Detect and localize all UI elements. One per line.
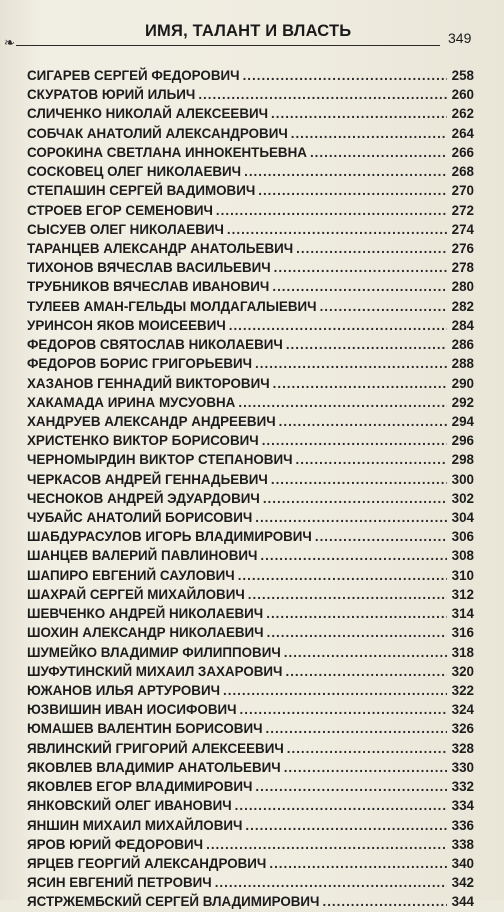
entry-page-number: 292 — [451, 394, 474, 410]
dot-leader — [284, 758, 447, 777]
index-entry — [27, 643, 474, 662]
dot-leader — [240, 700, 447, 719]
fleuron-ornament-icon: ❧ — [4, 36, 15, 51]
header-rule — [16, 45, 440, 46]
entry-name: ЧЕРНОМЫРДИН ВИКТОР СТЕПАНОВИЧ — [27, 452, 293, 468]
dot-leader — [255, 354, 447, 373]
entry-name: ШОХИН АЛЕКСАНДР НИКОЛАЕВИЧ — [27, 625, 264, 641]
dot-leader — [320, 297, 447, 316]
entry-name: ЧУБАЙС АНАТОЛИЙ БОРИСОВИЧ — [27, 510, 253, 526]
entry-name: ЧЕРКАСОВ АНДРЕЙ ГЕННАДЬЕВИЧ — [27, 471, 268, 487]
dot-leader — [266, 604, 447, 623]
entry-name: СКУРАТОВ ЮРИЙ ИЛЬИЧ — [27, 87, 196, 103]
dot-leader — [235, 796, 447, 815]
entry-page-number: 310 — [451, 567, 474, 583]
index-entry — [27, 719, 474, 738]
entry-name: ЯКОВЛЕВ ЕГОР ВЛАДИМИРОВИЧ — [27, 779, 253, 795]
dot-leader — [271, 104, 447, 123]
entry-page-number: 268 — [451, 164, 474, 180]
entry-page-number: 296 — [451, 433, 474, 449]
index-entry — [27, 700, 474, 719]
index-entry — [27, 854, 474, 873]
entry-name: ТРУБНИКОВ ВЯЧЕСЛАВ ИВАНОВИЧ — [27, 279, 270, 295]
entry-name: ЯРОВ ЮРИЙ ФЕДОРОВИЧ — [27, 836, 204, 852]
entry-page-number: 334 — [451, 798, 474, 814]
index-entry — [27, 220, 474, 239]
entry-page-number: 318 — [451, 644, 474, 660]
entry-page-number: 290 — [451, 375, 474, 391]
dot-leader — [238, 566, 447, 585]
index-entry — [27, 681, 474, 700]
dot-leader — [272, 277, 447, 296]
dot-leader — [238, 393, 447, 412]
entry-page-number: 270 — [451, 183, 474, 199]
dot-leader — [262, 431, 447, 450]
entry-name: ФЕДОРОВ БОРИС ГРИГОРЬЕВИЧ — [27, 356, 253, 372]
entry-name: СЛИЧЕНКО НИКОЛАЙ АЛЕКСЕЕВИЧ — [27, 106, 269, 122]
index-entry — [27, 335, 474, 354]
dot-leader — [296, 450, 447, 469]
entry-page-number: 302 — [451, 490, 474, 506]
entry-name: ХАКАМАДА ИРИНА МУСУОВНА — [27, 394, 236, 410]
index-entry — [27, 739, 474, 758]
entry-name: СТЕПАШИН СЕРГЕЙ ВАДИМОВИЧ — [27, 183, 256, 199]
entry-name: СОРОКИНА СВЕТЛАНА ИННОКЕНТЬЕВНА — [27, 144, 307, 160]
entry-page-number: 278 — [451, 260, 474, 276]
entry-page-number: 284 — [451, 317, 474, 333]
dot-leader — [258, 181, 447, 200]
entry-page-number: 294 — [451, 413, 474, 429]
index-entry — [27, 892, 474, 911]
entry-name: ТАРАНЦЕВ АЛЕКСАНДР АНАТОЛЬЕВИЧ — [27, 240, 294, 256]
index-entry — [27, 85, 474, 104]
dot-leader — [286, 335, 447, 354]
entry-page-number: 332 — [451, 779, 474, 795]
entry-page-number: 322 — [451, 683, 474, 698]
index-entry — [27, 412, 474, 431]
dot-leader — [227, 220, 447, 239]
entry-name: ШАХРАЙ СЕРГЕЙ МИХАЙЛОВИЧ — [27, 586, 245, 602]
index-entry — [27, 124, 474, 143]
entry-page-number: 340 — [451, 855, 474, 871]
index-entry — [27, 796, 474, 815]
entry-page-number: 306 — [451, 529, 474, 545]
dot-leader — [223, 681, 447, 700]
index-entry — [27, 374, 474, 393]
dot-leader — [284, 643, 447, 662]
index-entry — [27, 143, 474, 162]
entry-page-number: 316 — [451, 625, 474, 641]
entry-page-number: 314 — [451, 606, 474, 622]
index-entry — [27, 450, 474, 469]
index-list — [27, 66, 474, 912]
entry-name: ЯСТРЖЕМБСКИЙ СЕРГЕЙ ВЛАДИМИРОВИЧ — [27, 894, 320, 910]
dot-leader — [263, 489, 447, 508]
entry-page-number: 344 — [451, 894, 474, 910]
entry-name: ШУФУТИНСКИЙ МИХАИЛ ЗАХАРОВИЧ — [27, 663, 283, 679]
index-entry — [27, 258, 474, 277]
entry-name: ЯРЦЕВ ГЕОРГИЙ АЛЕКСАНДРОВИЧ — [27, 855, 267, 871]
running-header — [0, 22, 504, 51]
entry-page-number: 264 — [451, 125, 474, 141]
dot-leader — [243, 66, 447, 85]
entry-page-number: 282 — [451, 298, 474, 314]
entry-name: ШАНЦЕВ ВАЛЕРИЙ ПАВЛИНОВИЧ — [27, 548, 258, 564]
index-entry — [27, 508, 474, 527]
entry-page-number: 280 — [451, 279, 474, 295]
entry-name: СОСКОВЕЦ ОЛЕГ НИКОЛАЕВИЧ — [27, 164, 242, 180]
entry-page-number: 288 — [451, 356, 474, 372]
dot-leader — [206, 835, 447, 854]
index-entry — [27, 623, 474, 642]
entry-page-number: 308 — [451, 548, 474, 564]
entry-name: ШАБДУРАСУЛОВ ИГОРЬ ВЛАДИМИРОВИЧ — [27, 529, 312, 545]
dot-leader — [285, 662, 447, 681]
entry-name: ФЕДОРОВ СВЯТОСЛАВ НИКОЛАЕВИЧ — [27, 337, 283, 353]
dot-leader — [260, 546, 447, 565]
entry-name: ЮМАШЕВ ВАЛЕНТИН БОРИСОВИЧ — [27, 721, 263, 737]
page-number: 349 — [448, 30, 472, 46]
entry-page-number: 342 — [451, 875, 474, 891]
entry-name: ХРИСТЕНКО ВИКТОР БОРИСОВИЧ — [27, 433, 259, 449]
entry-page-number: 336 — [451, 817, 474, 833]
entry-page-number: 300 — [451, 471, 474, 487]
dot-leader — [315, 527, 447, 546]
index-entry — [27, 297, 474, 316]
entry-page-number: 330 — [451, 759, 474, 775]
entry-page-number: 276 — [451, 240, 474, 256]
index-entry — [27, 873, 474, 892]
index-entry — [27, 566, 474, 585]
entry-name: ШАПИРО ЕВГЕНИЙ САУЛОВИЧ — [27, 567, 235, 583]
dot-leader — [296, 239, 447, 258]
entry-page-number: 298 — [451, 452, 474, 468]
entry-name: ЮЗВИШИН ИВАН ИОСИФОВИЧ — [27, 702, 237, 718]
dot-leader — [245, 816, 447, 835]
entry-page-number: 338 — [451, 836, 474, 852]
entry-name: ЯСИН ЕВГЕНИЙ ПЕТРОВИЧ — [27, 875, 212, 891]
dot-leader — [244, 162, 447, 181]
entry-name: ШУМЕЙКО ВЛАДИМИР ФИЛИППОВИЧ — [27, 644, 281, 660]
index-entry — [27, 162, 474, 181]
index-entry — [27, 758, 474, 777]
entry-name: СТРОЕВ ЕГОР СЕМЕНОВИЧ — [27, 202, 213, 218]
entry-name: СЫСУЕВ ОЛЕГ НИКОЛАЕВИЧ — [27, 221, 224, 237]
index-entry — [27, 393, 474, 412]
dot-leader — [287, 739, 447, 758]
dot-leader — [215, 873, 447, 892]
index-entry — [27, 489, 474, 508]
index-entry — [27, 662, 474, 681]
dot-leader — [267, 623, 447, 642]
entry-name: ЯВЛИНСКИЙ ГРИГОРИЙ АЛЕКСЕЕВИЧ — [27, 740, 284, 756]
dot-leader — [198, 85, 447, 104]
dot-leader — [255, 777, 447, 796]
entry-page-number: 324 — [451, 702, 474, 718]
entry-name: ХАЗАНОВ ГЕННАДИЙ ВИКТОРОВИЧ — [27, 375, 270, 391]
entry-name: ХАНДРУЕВ АЛЕКСАНДР АНДРЕЕВИЧ — [27, 413, 276, 429]
entry-name: ЧЕСНОКОВ АНДРЕЙ ЭДУАРДОВИЧ — [27, 490, 260, 506]
index-entry — [27, 527, 474, 546]
index-entry — [27, 470, 474, 489]
index-entry — [27, 431, 474, 450]
entry-page-number: 326 — [451, 721, 474, 737]
entry-name: СИГАРЕВ СЕРГЕЙ ФЕДОРОВИЧ — [27, 68, 240, 83]
entry-page-number: 260 — [451, 87, 474, 103]
entry-name: УРИНСОН ЯКОВ МОИСЕЕВИЧ — [27, 317, 226, 333]
index-entry — [27, 201, 474, 220]
index-entry — [27, 816, 474, 835]
dot-leader — [248, 585, 447, 604]
dot-leader — [269, 854, 447, 873]
dot-leader — [274, 258, 447, 277]
entry-name: ЮЖАНОВ ИЛЬЯ АРТУРОВИЧ — [27, 683, 221, 698]
entry-page-number: 262 — [451, 106, 474, 122]
dot-leader — [266, 719, 448, 738]
index-entry — [27, 181, 474, 200]
entry-page-number: 304 — [451, 510, 474, 526]
entry-name: ЯКОВЛЕВ ВЛАДИМИР АНАТОЛЬЕВИЧ — [27, 759, 281, 775]
entry-name: ШЕВЧЕНКО АНДРЕЙ НИКОЛАЕВИЧ — [27, 606, 264, 622]
index-entry — [27, 104, 474, 123]
index-entry — [27, 835, 474, 854]
index-entry — [27, 354, 474, 373]
index-entry — [27, 66, 474, 85]
index-entry — [27, 316, 474, 335]
dot-leader — [322, 892, 447, 911]
entry-name: ЯНКОВСКИЙ ОЛЕГ ИВАНОВИЧ — [27, 798, 232, 814]
entry-page-number: 274 — [451, 221, 474, 237]
entry-name: ТУЛЕЕВ АМАН-ГЕЛЬДЫ МОЛДАГАЛЫЕВИЧ — [27, 298, 317, 314]
index-entry — [27, 777, 474, 796]
index-entry — [27, 239, 474, 258]
entry-name: СОБЧАК АНАТОЛИЙ АЛЕКСАНДРОВИЧ — [27, 125, 288, 141]
dot-leader — [279, 412, 447, 431]
index-entry — [27, 585, 474, 604]
dot-leader — [310, 143, 447, 162]
entry-page-number: 266 — [451, 144, 474, 160]
dot-leader — [216, 201, 447, 220]
index-entry — [27, 277, 474, 296]
running-title: ИМЯ, ТАЛАНТ И ВЛАСТЬ — [145, 22, 352, 40]
entry-page-number: 328 — [451, 740, 474, 756]
dot-leader — [273, 374, 447, 393]
entry-page-number: 258 — [451, 68, 474, 83]
entry-page-number: 312 — [451, 586, 474, 602]
index-entry — [27, 604, 474, 623]
entry-name: ТИХОНОВ ВЯЧЕСЛАВ ВАСИЛЬЕВИЧ — [27, 260, 271, 276]
entry-page-number: 286 — [451, 337, 474, 353]
dot-leader — [229, 316, 447, 335]
dot-leader — [271, 470, 447, 489]
dot-leader — [291, 124, 447, 143]
entry-page-number: 272 — [451, 202, 474, 218]
dot-leader — [255, 508, 447, 527]
entry-page-number: 320 — [451, 663, 474, 679]
index-entry — [27, 546, 474, 565]
entry-name: ЯНШИН МИХАИЛ МИХАЙЛОВИЧ — [27, 817, 243, 833]
